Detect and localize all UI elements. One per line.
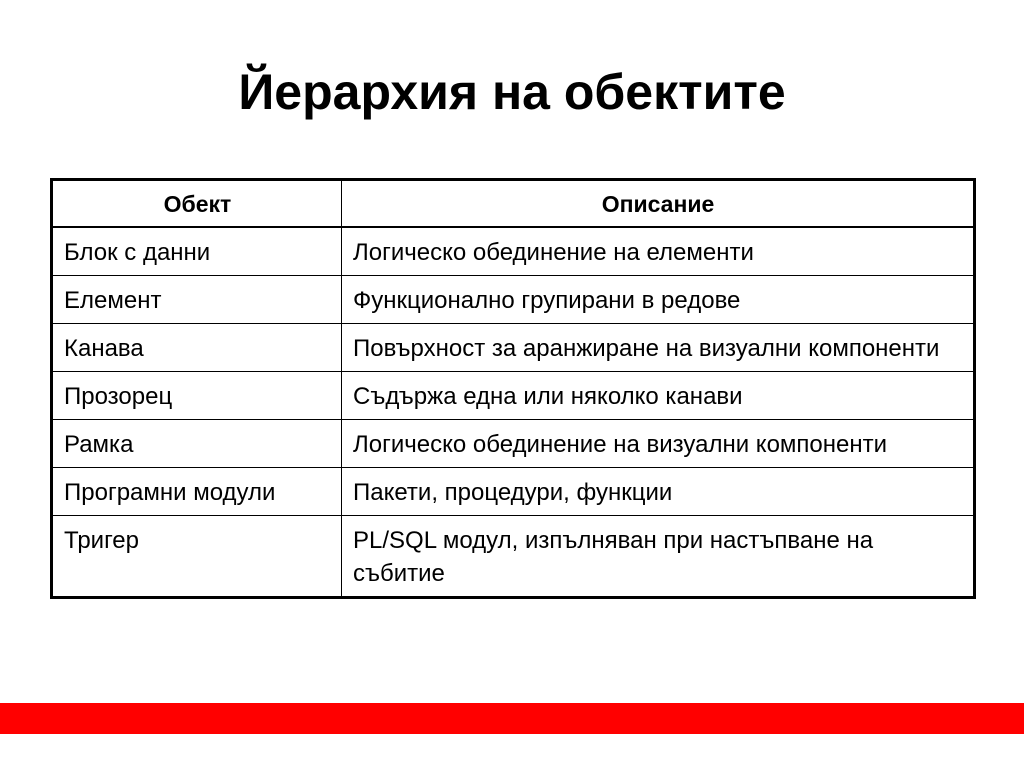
cell-description: Съдържа една или няколко канави (342, 372, 975, 420)
table-row (52, 324, 975, 372)
cell-object: Прозорец (52, 372, 342, 420)
objects-table (50, 178, 976, 599)
cell-description: PL/SQL модул, изпълняван при настъпване на събитие (342, 516, 975, 598)
cell-description: Функционално групирани в редове (342, 276, 975, 324)
table-header-row (52, 180, 975, 228)
cell-object: Канава (52, 324, 342, 372)
table-row (52, 276, 975, 324)
objects-table-container (50, 178, 973, 599)
cell-object: Програмни модули (52, 468, 342, 516)
accent-bar (0, 703, 1024, 734)
cell-description: Логическо обединение на визуални компоненти (342, 420, 975, 468)
cell-object: Блок с данни (52, 227, 342, 276)
table-row (52, 372, 975, 420)
cell-description: Пакети, процедури, функции (342, 468, 975, 516)
table-row (52, 516, 975, 598)
header-object: Обект (52, 180, 342, 228)
header-description: Описание (342, 180, 975, 228)
table-row (52, 420, 975, 468)
table-row (52, 468, 975, 516)
cell-object: Тригер (52, 516, 342, 598)
cell-description: Повърхност за аранжиране на визуални компоненти (342, 324, 975, 372)
slide-title: Йерархия на обектите (238, 64, 786, 120)
table-row (52, 227, 975, 276)
cell-object: Рамка (52, 420, 342, 468)
cell-description: Логическо обединение на елементи (342, 227, 975, 276)
cell-object: Елемент (52, 276, 342, 324)
